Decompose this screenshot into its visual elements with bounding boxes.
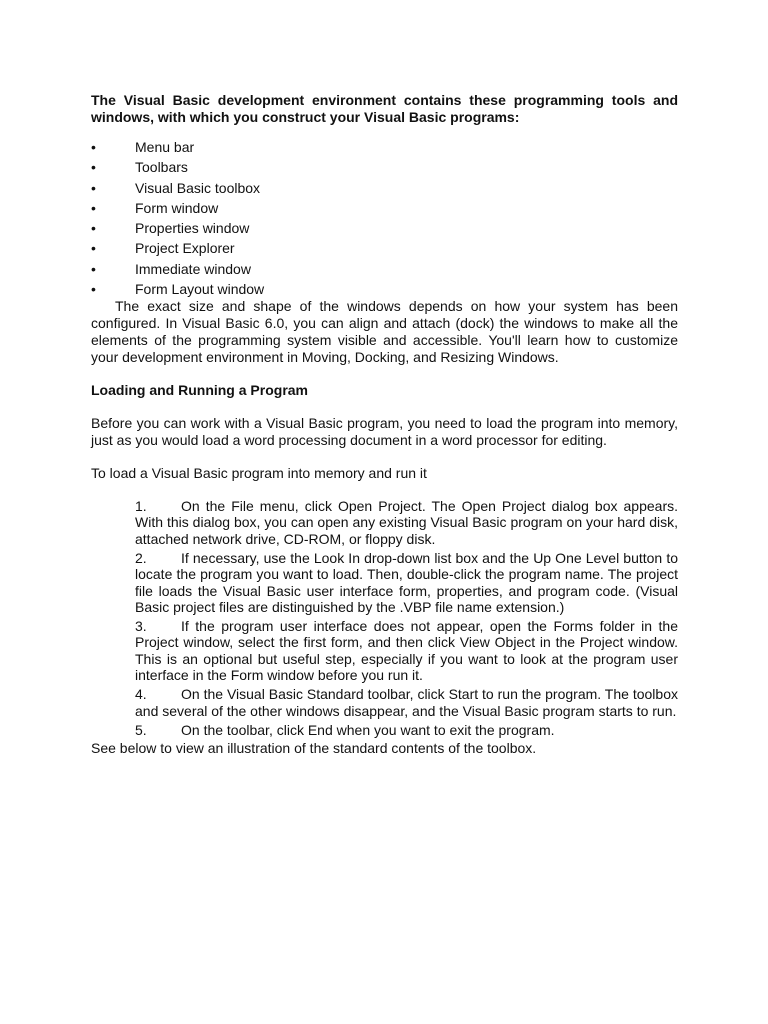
step-number: 1. — [135, 498, 147, 515]
intro-paragraph: The Visual Basic development environment contains these programming tools and windows, with which you construct your Visual Basic programs: — [91, 92, 678, 125]
list-item — [91, 139, 678, 159]
bullet-icon: • — [91, 179, 96, 196]
step-number: 4. — [135, 686, 147, 703]
list-item-label: Toolbars — [135, 159, 188, 176]
document-page — [91, 92, 678, 757]
config-paragraph: The exact size and shape of the windows depends on how your system has been configured. In Visual Basic 6.0, you can align and attach (dock) the windows to make all the elements of the programming system visible and accessible. You'll learn how to customize your development environment in Moving, Docking, and Resizing Windows. — [91, 298, 678, 366]
step-text: On the toolbar, click End when you want to exit the program. — [181, 721, 555, 738]
list-item — [91, 180, 678, 200]
bullet-icon: • — [91, 220, 96, 237]
step-text: On the File menu, click Open Project. The Open Project dialog box appears. With this dialog box, you can open any existing Visual Basic program on your hard disk, attached network drive, CD-ROM, or floppy disk. — [135, 498, 678, 547]
step-number: 2. — [135, 549, 147, 566]
list-item-label: Immediate window — [135, 260, 251, 277]
list-item-label: Project Explorer — [135, 240, 235, 257]
list-item — [91, 220, 678, 240]
list-item-label: Form Layout window — [135, 281, 265, 298]
list-item-label: Visual Basic toolbox — [135, 179, 261, 196]
list-item — [91, 159, 678, 179]
list-item — [135, 686, 678, 719]
step-text: If the program user interface does not appear, open the Forms folder in the Project window, select the first form, and then click View Object in the Project window. This is an optional but useful step, especially if you want to look at the program user interface in the Form window before you run it. — [135, 618, 678, 684]
list-item — [135, 498, 678, 547]
list-item — [135, 550, 678, 615]
section-heading: Loading and Running a Program — [91, 382, 308, 399]
list-item — [135, 618, 678, 683]
procedure-intro: To load a Visual Basic program into memory and run it — [91, 465, 427, 482]
step-text: If necessary, use the Look In drop-down list box and the Up One Level button to locate the program you want to load. Then, double-click the program name. The project file loads the Visual Basic user interface form, properties, and program code. (Visual Basic project files are distinguished by the .VBP file name extension.) — [135, 549, 678, 615]
bullet-icon: • — [91, 139, 96, 155]
list-item-label: Form window — [135, 199, 219, 216]
closing-paragraph: See below to view an illustration of the standard contents of the toolbox. — [91, 740, 537, 757]
step-text: On the Visual Basic Standard toolbar, click Start to run the program. The toolbox and several of the other windows disappear, and the Visual Basic program starts to run. — [135, 686, 678, 719]
list-item — [91, 261, 678, 281]
load-paragraph: Before you can work with a Visual Basic program, you need to load the program into memory, just as you would load a word processing document in a word processor for editing. — [91, 415, 678, 449]
step-number: 3. — [135, 618, 147, 635]
steps-list — [135, 498, 678, 738]
list-item-label: Menu bar — [135, 139, 195, 155]
bullet-icon: • — [91, 260, 96, 277]
list-item-label: Properties window — [135, 220, 250, 237]
step-number: 5. — [135, 721, 147, 738]
list-item — [91, 281, 678, 298]
bullet-icon: • — [91, 281, 96, 298]
list-item — [135, 722, 678, 738]
bullet-icon: • — [91, 199, 96, 216]
tools-list — [91, 139, 678, 298]
list-item — [91, 240, 678, 260]
list-item — [91, 200, 678, 220]
bullet-icon: • — [91, 240, 96, 257]
bullet-icon: • — [91, 159, 96, 176]
